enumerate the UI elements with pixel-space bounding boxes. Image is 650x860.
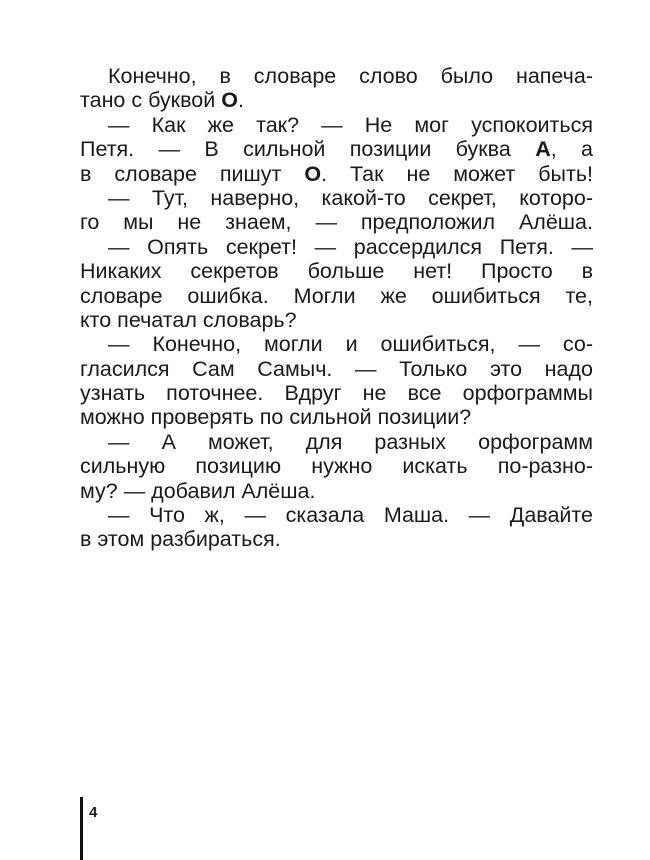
text-line: му? — добавил Алёша. (80, 478, 316, 503)
text-line: тано с буквой О. (80, 88, 244, 113)
text-line: — Опять секрет! — рассердился Петя. — (108, 234, 593, 259)
emphasized-letter: О (304, 161, 322, 186)
text-line: словаре ошибка. Могли же ошибиться те, (80, 283, 593, 308)
text-line: кто печатал словарь? (80, 307, 297, 332)
paragraph (80, 430, 593, 503)
text-line: Петя. — В сильной позиции буква А, а (80, 137, 594, 162)
text-line: в этом разбираться. (80, 527, 281, 552)
page-margin-bar (80, 797, 83, 860)
paragraph (80, 64, 593, 113)
text-line: можно проверять по сильной позиции? (80, 405, 472, 430)
paragraph (80, 186, 593, 235)
text-line: — А может, для разных орфограмм (108, 429, 593, 454)
paragraph (80, 503, 593, 552)
text-line: — Что ж, — сказала Маша. — Давайте (108, 503, 593, 528)
emphasized-letter: О (221, 88, 238, 113)
text-line: — Как же так? — Не мог успокоиться (108, 112, 593, 137)
text-line: гласился Сам Самыч. — Только это надо (80, 356, 593, 381)
body-text (80, 64, 593, 552)
text-line: Конечно, в словаре слово было напеча- (108, 64, 593, 88)
paragraph (80, 332, 593, 430)
text-line: — Тут, наверно, какой-то секрет, которо- (108, 185, 593, 210)
text-line: в словаре пишут О. Так не может быть! (80, 161, 593, 186)
text-line: узнать поточнее. Вдруг не все орфограммы (80, 381, 593, 406)
paragraph (80, 113, 593, 186)
text-line: Никаких секретов больше нет! Просто в (80, 259, 593, 284)
paragraph (80, 235, 593, 333)
text-line: го мы не знаем, — предположил Алёша. (80, 210, 593, 235)
page-number: 4 (89, 804, 98, 821)
emphasized-letter: А (535, 137, 551, 162)
text-line: сильную позицию нужно искать по-разно- (80, 454, 593, 479)
text-line: — Конечно, могли и ошибиться, — со- (108, 332, 593, 357)
